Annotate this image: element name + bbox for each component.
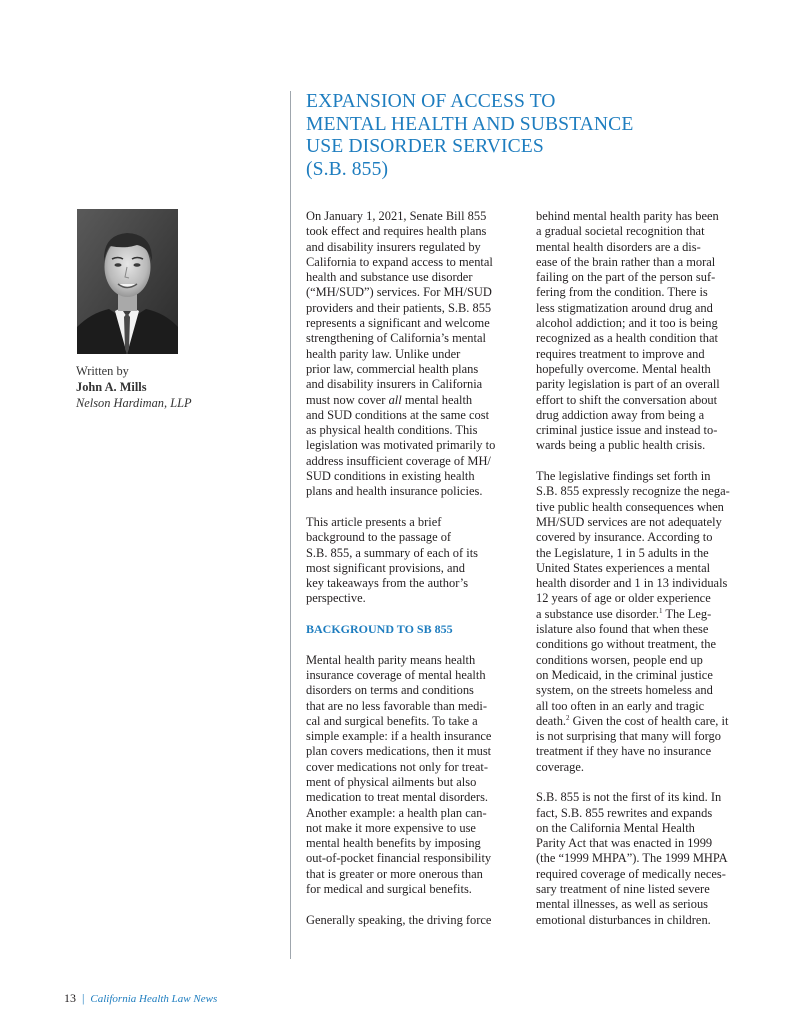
text-line: emotional disturbances in children.	[536, 912, 711, 927]
text-line: On January 1, 2021, Senate Bill 855	[306, 209, 487, 223]
text-line: that are no less favorable than medi-	[306, 698, 487, 713]
paragraph	[536, 790, 752, 928]
text-line: not make it more expensive to use	[306, 820, 476, 835]
text-line	[536, 714, 752, 729]
text-line: legislation was motivated primarily to	[306, 438, 496, 453]
text-line: cover medications not only for treat-	[306, 759, 489, 774]
text-line: on Medicaid, in the criminal justice	[536, 667, 713, 682]
text-fragment: death.	[536, 713, 567, 728]
text-line: prior law, commercial health plans	[306, 361, 479, 376]
text-line: failing on the part of the person suf-	[536, 270, 716, 285]
text-line: a gradual societal recognition that	[536, 224, 705, 239]
page-number: 13	[64, 991, 76, 1005]
text-line: behind mental health parity has been	[536, 209, 719, 223]
text-line: sary treatment of nine listed severe	[536, 882, 710, 897]
paragraph	[306, 209, 522, 500]
text-line: took effect and requires health plans	[306, 224, 487, 239]
text-line: perspective.	[306, 591, 366, 606]
footnote-marker: 1	[658, 606, 663, 615]
text-line: and disability insurers regulated by	[306, 239, 481, 254]
text-line: Another example: a health plan can-	[306, 805, 487, 820]
article-title	[306, 91, 646, 181]
text-line: plan covers medications, then it must	[306, 744, 492, 759]
text-line: United States experiences a mental	[536, 560, 711, 575]
text-line: address insufficient coverage of MH/	[306, 453, 491, 468]
text-fragment: The Leg-	[662, 606, 712, 621]
text-line: cal and surgical benefits. To take a	[306, 713, 478, 728]
paragraph	[306, 913, 522, 928]
text-line: ease of the brain rather than a moral	[536, 254, 716, 269]
text-line: mental health disorders are a dis-	[536, 239, 701, 254]
text-line: treatment if they have no insurance	[536, 744, 712, 759]
text-line: simple example: if a health insurance	[306, 729, 492, 744]
text-line: the Legislature, 1 in 5 adults in the	[536, 545, 709, 560]
text-line: wards being a public health crisis.	[536, 438, 706, 453]
text-line: and disability insurers in California	[306, 377, 483, 392]
text-line: most significant provisions, and	[306, 560, 465, 575]
section-heading: BACKGROUND TO SB 855	[306, 622, 453, 637]
author-photo	[77, 209, 178, 354]
text-line: (the “1999 MHPA”). The 1999 MHPA	[536, 851, 728, 866]
text-line: recognized as a health condition that	[536, 331, 719, 346]
text-line: health and substance use disorder	[306, 270, 473, 285]
text-line: criminal justice issue and instead to-	[536, 423, 718, 438]
text-line: (“MH/SUD”) services. For MH/SUD	[306, 285, 492, 300]
text-line: 12 years of age or older experience	[536, 591, 711, 606]
text-line: hopefully overcome. Mental health	[536, 361, 711, 376]
paragraph	[306, 653, 522, 898]
body-column-1	[306, 209, 522, 943]
body-column-2	[536, 209, 752, 943]
title-line: MENTAL HEALTH AND SUBSTANCE	[306, 113, 634, 135]
text-line: effort to shift the conversation about	[536, 392, 718, 407]
text-line: The legislative findings set forth in	[536, 469, 711, 484]
text-line: SUD conditions in existing health	[306, 469, 475, 484]
text-line: parity legislation is part of an overall	[536, 377, 720, 392]
text-line	[306, 393, 522, 408]
text-line: conditions worsen, people end up	[536, 652, 703, 667]
paragraph	[536, 469, 752, 775]
text-line: key takeaways from the author’s	[306, 576, 469, 591]
text-line: ment of physical ailments but also	[306, 774, 477, 789]
text-fragment: Given the cost of health care, it	[569, 713, 729, 728]
text-line: mental illnesses, as well as serious	[536, 897, 709, 912]
text-line: on the California Mental Health	[536, 820, 695, 835]
text-line: that is greater or more onerous than	[306, 866, 483, 881]
emphasis-text: all	[388, 392, 402, 407]
text-line: for medical and surgical benefits.	[306, 882, 472, 897]
text-line: is not surprising that many will forgo	[536, 729, 721, 744]
text-line: health parity law. Unlike under	[306, 346, 461, 361]
text-line: medication to treat mental disorders.	[306, 790, 489, 805]
text-line: system, on the streets homeless and	[536, 683, 713, 698]
vertical-divider	[290, 91, 291, 959]
text-line: conditions go without treatment, the	[536, 637, 716, 652]
text-line: insurance coverage of mental health	[306, 667, 486, 682]
title-line: USE DISORDER SERVICES	[306, 136, 544, 157]
text-line: Generally speaking, the driving force	[306, 912, 492, 927]
text-line: S.B. 855 expressly recognize the nega-	[536, 484, 730, 499]
text-fragment: must now cover	[306, 392, 389, 407]
text-line: as physical health conditions. This	[306, 423, 478, 438]
footnote-marker: 2	[566, 713, 570, 722]
text-line: Mental health parity means health	[306, 652, 476, 667]
text-line: This article presents a brief	[306, 514, 442, 529]
text-line: health disorder and 1 in 13 individuals	[536, 576, 728, 591]
paragraph	[536, 209, 752, 454]
text-line: background to the passage of	[306, 530, 452, 545]
text-line	[536, 607, 752, 622]
text-line: disorders on terms and conditions	[306, 683, 474, 698]
text-fragment: a substance use disorder.	[536, 606, 659, 621]
author-firm: Nelson Hardiman, LLP	[76, 396, 192, 410]
text-line: and SUD conditions at the same cost	[306, 407, 490, 422]
text-line: coverage.	[536, 759, 584, 774]
footer-separator: |	[82, 991, 85, 1005]
paragraph	[306, 515, 522, 607]
text-line: fact, S.B. 855 rewrites and expands	[536, 805, 713, 820]
author-portrait-image	[77, 209, 178, 354]
text-line: drug addiction away from being a	[536, 407, 705, 422]
text-line: providers and their patients, S.B. 855	[306, 300, 492, 315]
title-line: (S.B. 855)	[306, 158, 389, 180]
text-line: California to expand access to mental	[306, 254, 493, 269]
text-line: strengthening of California’s mental	[306, 331, 486, 346]
text-line: all too often in an early and tragic	[536, 698, 705, 713]
text-line: mental health benefits by imposing	[306, 836, 481, 851]
title-line: EXPANSION OF ACCESS TO	[306, 91, 556, 112]
text-line: alcohol addiction; and it too is being	[536, 316, 718, 331]
text-line: plans and health insurance policies.	[306, 484, 483, 499]
author-byline	[76, 363, 276, 411]
text-line: covered by insurance. According to	[536, 530, 713, 545]
text-line: Parity Act that was enacted in 1999	[536, 836, 713, 851]
text-line: islature also found that when these	[536, 622, 709, 637]
author-name: John A. Mills	[76, 380, 147, 394]
text-line: MH/SUD services are not adequately	[536, 514, 722, 529]
text-line: out-of-pocket financial responsibility	[306, 851, 492, 866]
text-line: S.B. 855, a summary of each of its	[306, 545, 479, 560]
publication-name: California Health Law News	[90, 993, 218, 1005]
page-footer	[64, 991, 217, 1006]
text-line: fering from the condition. There is	[536, 285, 708, 300]
text-line: represents a significant and welcome	[306, 316, 490, 331]
written-by-label: Written by	[76, 364, 129, 378]
text-line: less stigmatization around drug and	[536, 300, 713, 315]
text-line: tive public health consequences when	[536, 499, 724, 514]
text-line: required coverage of medically neces-	[536, 866, 726, 881]
text-line: S.B. 855 is not the first of its kind. In	[536, 790, 722, 805]
text-fragment: mental health	[401, 392, 473, 407]
text-line: requires treatment to improve and	[536, 346, 705, 361]
